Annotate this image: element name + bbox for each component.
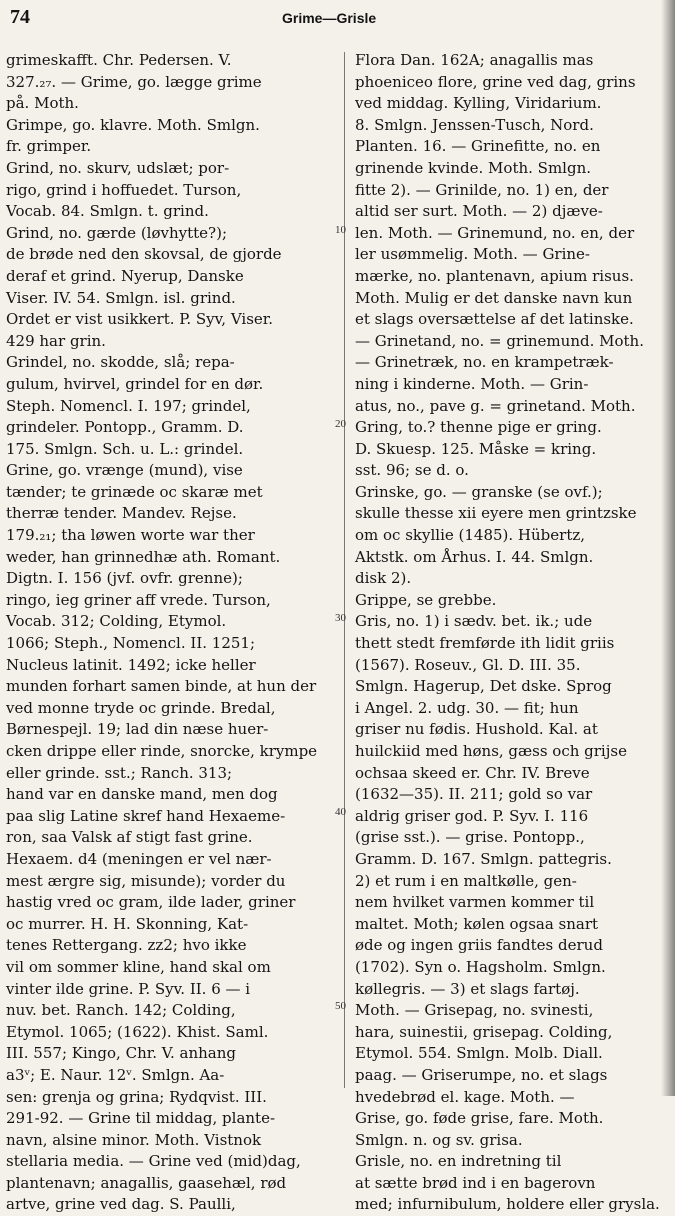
text-line: Gramm. D. 167. Smlgn. pattegris. [355,849,612,868]
text-line: aldrig griser god. P. Syv. I. 116 [355,806,589,825]
text-line: Grinske, go. — granske (se ovf.); [355,482,603,501]
text-line: 327.₂₇. — Grime, go. lægge grime [6,72,262,91]
text-line: øde og ingen griis fandtes derud [355,936,603,955]
line-number-30: 30 [335,612,346,624]
line-number-50: 50 [335,1000,346,1012]
text-line: skulle thesse xii eyere men grintzske [355,504,637,523]
page-edge-shadow [661,0,675,1096]
text-line: ron, saa Valsk af stigt fast grine. [6,828,253,847]
text-line: III. 557; Kingo, Chr. V. anhang [6,1044,237,1063]
text-line: Grimpe, go. klavre. Moth. Smlgn. [6,115,260,134]
text-line: Grise, go. føde grise, fare. Moth. [355,1109,604,1128]
text-line: thett stedt fremførde ith lidit griis [355,634,615,653]
text-line: paag. — Griserumpe, no. et slags [355,1065,608,1084]
text-line: phoeniceo flore, grine ved dag, grins [355,72,636,91]
text-line: 2) et rum i en maltkølle, gen- [355,871,577,890]
text-line: Grisle, no. en indretning til [355,1152,562,1171]
text-line: ler usømmelig. Moth. — Grine- [355,245,590,264]
text-line: tenes Rettergang. zz2; hvo ikke [6,936,247,955]
text-line: grimeskafft. Chr. Pedersen. V. [6,51,232,69]
text-line: Ordet er vist usikkert. P. Syv, Viser. [6,310,274,329]
text-line: nem hvilket varmen kommer til [355,893,595,912]
line-number-20: 20 [335,418,346,430]
text-line: om oc skyllie (1485). Hübertz, [355,526,586,545]
text-line: 8. Smlgn. Jenssen-Tusch, Nord. [355,115,594,134]
text-line: navn, alsine minor. Moth. Vistnok [6,1130,262,1149]
text-line: grindeler. Pontopp., Gramm. D. [6,418,244,437]
text-line: Etymol. 554. Smlgn. Molb. Diall. [355,1044,603,1063]
text-line: fr. grimper. [6,137,92,156]
text-line: Grine, go. vrænge (mund), vise [6,461,243,480]
text-line: tænder; te grinæde oc skaræ met [6,482,263,501]
column-divider [344,52,345,1088]
text-line: hara, suinestii, grisepag. Colding, [355,1022,613,1041]
running-head: Grime—Grisle [282,10,377,26]
text-line: 429 har grin. [6,331,106,350]
text-line: hvedebrød el. kage. Moth. — [355,1087,575,1106]
text-line: Gring, to.? thenne pige er gring. [355,418,602,437]
text-line: Hexaem. d4 (meningen er vel nær- [6,849,272,868]
text-line: 175. Smlgn. Sch. u. L.: grindel. [6,439,244,458]
text-line: paa slig Latine skref hand Hexaeme- [6,806,286,825]
text-line: len. Moth. — Grinemund, no. en, der [355,223,635,242]
text-line: Moth. Mulig er det danske navn kun [355,288,633,307]
text-line: (1632—35). II. 211; gold so var [355,785,593,804]
text-line: — Grinetræk, no. en krampetræk- [355,353,614,372]
text-line: gulum, hvirvel, grindel for en dør. [6,374,264,393]
text-line: cken drippe eller rinde, snorcke, krympe [6,742,318,760]
left-column [6,50,334,1214]
text-line: therræ tender. Mandev. Rejse. [6,504,237,523]
text-line: disk 2). [355,569,412,588]
text-line: ning i kinderne. Moth. — Grin- [355,374,589,393]
text-line: (1567). Roseuv., Gl. D. III. 35. [355,655,581,674]
text-line: fitte 2). — Grinilde, no. 1) en, der [355,180,609,199]
text-line: oc murrer. H. H. Skonning, Kat- [6,914,249,933]
text-line: mest ærgre sig, misunde); vorder du [6,871,286,890]
text-line: Flora Dan. 162A; anagallis mas [355,51,594,69]
text-line: Grind, no. gærde (løvhytte?); [6,223,228,242]
text-line: ochsaa skeed er. Chr. IV. Breve [355,763,590,782]
text-line: Steph. Nomencl. I. 197; grindel, [6,396,251,415]
text-line: munden forhart samen binde, at hun der [6,677,317,696]
line-number-10: 10 [335,224,346,236]
text-line: (1702). Syn o. Hagsholm. Smlgn. [355,957,606,976]
text-line: 1066; Steph., Nomencl. II. 1251; [6,634,256,653]
text-line: stellaria media. — Grine ved (mid)dag, [6,1152,301,1171]
text-line: Smlgn. Hagerup, Det dske. Sprog [355,677,612,696]
text-line: på. Moth. [6,94,79,113]
text-line: ved monne tryde oc grinde. Bredal, [6,698,276,717]
text-line: artve, grine ved dag. S. Paulli, [6,1195,236,1214]
text-line: (grise sst.). — grise. Pontopp., [355,828,585,847]
text-line: a3ᵛ; E. Naur. 12ᵛ. Smlgn. Aa- [6,1065,225,1084]
text-line: — Grinetand, no. = grinemund. Moth. [355,331,644,350]
text-line: Smlgn. n. og sv. grisa. [355,1130,523,1149]
text-line: weder, han grinnedhæ ath. Romant. [6,547,281,566]
text-line: Etymol. 1065; (1622). Khist. Saml. [6,1022,269,1041]
page-header [0,0,675,38]
text-line: griser nu fødis. Hushold. Kal. at [355,720,598,739]
text-line: vinter ilde grine. P. Syv. II. 6 — i [6,979,251,998]
text-line: hand var en danske mand, men dog [6,785,278,804]
text-line: Moth. — Grisepag, no. svinesti, [355,1001,594,1020]
text-line: mærke, no. plantenavn, apium risus. [355,266,634,285]
text-line: Aktstk. om Århus. I. 44. Smlgn. [355,547,594,566]
line-number-40: 40 [335,806,346,818]
text-line: Grippe, se grebbe. [355,590,497,609]
text-line: Viser. IV. 54. Smlgn. isl. grind. [6,288,236,307]
text-line: 291-92. — Grine til middag, plante- [6,1109,276,1128]
text-line: grinende kvinde. Moth. Smlgn. [355,158,591,177]
right-column [355,50,667,1214]
text-line: nuv. bet. Ranch. 142; Colding, [6,1001,236,1020]
text-line: Vocab. 84. Smlgn. t. grind. [6,202,209,221]
text-line: hastig vred oc gram, ilde lader, griner [6,893,296,912]
text-line: D. Skuesp. 125. Måske = kring. [355,439,597,458]
text-line: ringo, ieg griner aff vrede. Turson, [6,590,271,609]
text-line: vil om sommer kline, hand skal om [6,957,271,976]
text-line: Digtn. I. 156 (jvf. ovfr. grenne); [6,569,243,588]
text-line: sen: grenja og grina; Rydqvist. III. [6,1087,267,1106]
text-line: ved middag. Kylling, Viridarium. [355,94,602,113]
text-line: rigo, grind i hoffuedet. Turson, [6,180,242,199]
text-line: et slags oversættelse af det latinske. [355,310,634,329]
text-line: med; infurnibulum, holdere eller grysla. [355,1195,660,1214]
text-line: atus, no., pave g. = grinetand. Moth. [355,396,636,415]
text-line: Vocab. 312; Colding, Etymol. [6,612,227,631]
text-line: sst. 96; se d. o. [355,461,469,480]
text-line: i Angel. 2. udg. 30. — fit; hun [355,698,579,717]
text-line: de brøde ned den skovsal, de gjorde [6,245,282,264]
text-line: køllegris. — 3) et slags fartøj. [355,979,580,998]
text-line: Grind, no. skurv, udslæt; por- [6,158,230,177]
text-line: maltet. Moth; kølen ogsaa snart [355,914,599,933]
text-line: Planten. 16. — Grinefitte, no. en [355,137,601,156]
text-line: deraf et grind. Nyerup, Danske [6,266,244,285]
text-line: 179.₂₁; tha løwen worte war ther [6,526,255,545]
page-number: 74 [10,6,30,28]
text-line: Grindel, no. skodde, slå; repa- [6,353,235,372]
text-line: plantenavn; anagallis, gaasehæl, rød [6,1173,287,1192]
text-line: huilckiid med høns, gæss och grijse [355,742,627,760]
text-line: eller grinde. sst.; Ranch. 313; [6,763,233,782]
text-line: Nucleus latinit. 1492; icke heller [6,655,256,674]
text-line: Børnespejl. 19; lad din næse huer- [6,720,269,739]
text-line: altid ser surt. Moth. — 2) djæve- [355,202,603,221]
text-line: at sætte brød ind i en bagerovn [355,1173,596,1192]
text-line: Gris, no. 1) i sædv. bet. ik.; ude [355,612,593,631]
